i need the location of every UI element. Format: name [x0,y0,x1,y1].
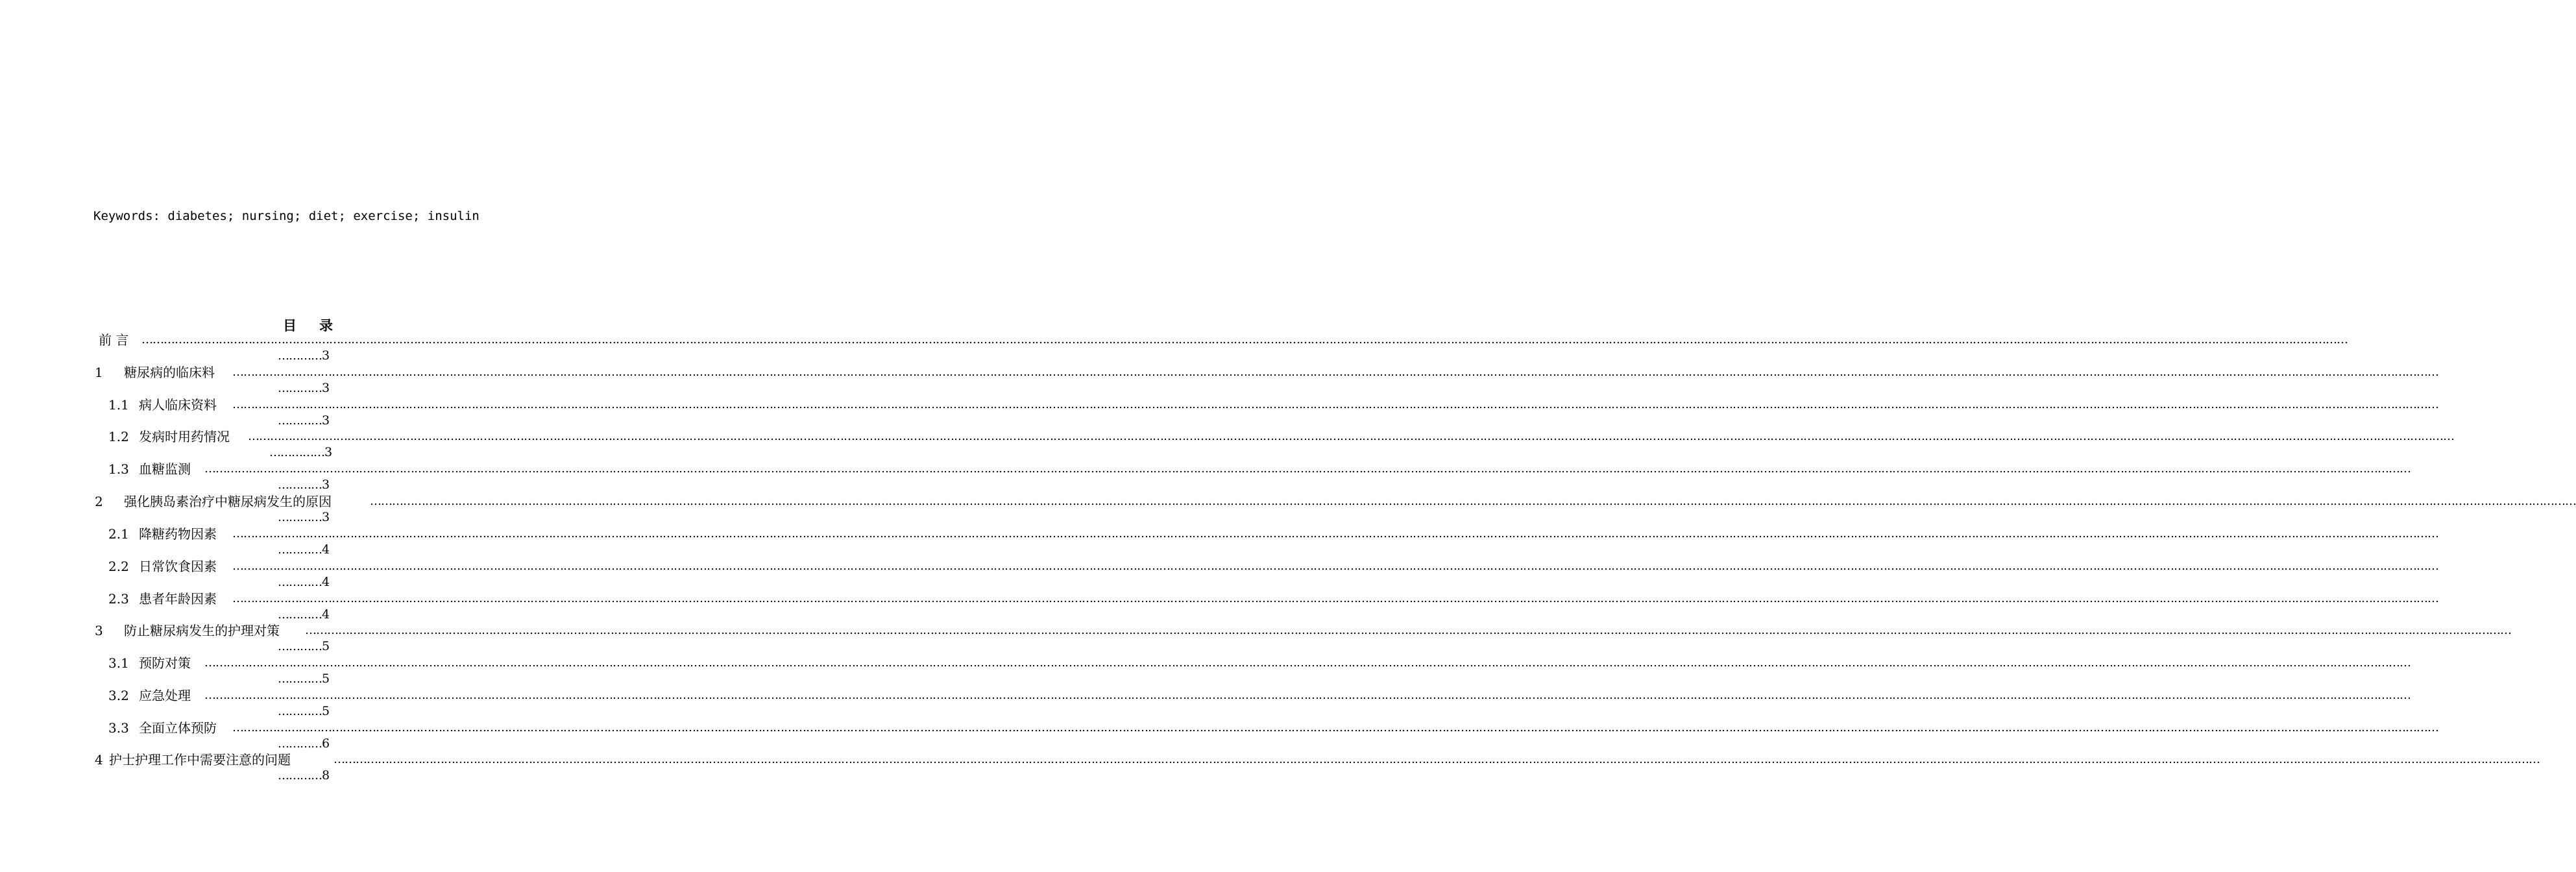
toc-entry-title: 糖尿病的临床料 [124,365,215,380]
toc-entry-title: 全面立体预防 [139,720,217,736]
toc-entry-number: 3.1 [108,655,129,671]
dot-leader: ………… [278,640,322,653]
toc-entry[interactable] [0,590,2438,623]
toc-entry-page-line [278,477,330,492]
dot-leader: …………………………………………………………………………………………………………………………………………………………………………………………………………………………………………………………………………………………………………………………………………………………………………………………………………………………………………………………………………………………………………………………………………………… [204,688,2411,702]
toc-entry[interactable] [0,687,2411,720]
dot-leader: ………… [278,769,322,782]
toc-entry-number: 1.2 [108,429,129,444]
dot-leader: …………………………………………………………………………………………………………………………………………………………………………………………………………………………………………………………………………………………………………………………………………………………………………………………………………………………………………………………………………………………………………………………………………………… [334,753,2540,766]
toc-entry-page: 3 [322,348,330,363]
toc-entry-page-line [278,413,330,428]
toc-entry-title: 日常饮食因素 [139,559,217,574]
toc-entry-page: 5 [322,704,330,718]
toc-entry-number: 4 [95,752,103,768]
dot-leader: ………… [278,705,322,718]
toc-entry-page-line [278,380,330,396]
toc-entry-page-line [278,736,330,751]
toc-entry-title: 降糖药物因素 [139,526,217,542]
dot-leader: …………………………………………………………………………………………………………………………………………………………………………………………………………………………………………………………………………………………………………………………………………………………………………………………………………………………………………………………………………………………………………………………………………………… [141,333,2348,346]
dot-leader: …………………………………………………………………………………………………………………………………………………………………………………………………………………………………………………………………………………………………………………………………………………………………………………………………………………………………………………………………………………………………………………………………………………… [232,592,2438,605]
toc-entry-page: 3 [322,413,330,428]
toc-entry-page: 3 [324,445,333,459]
toc-entry-page: 5 [322,639,330,653]
toc-entry-title: 防止糖尿病发生的护理对策 [124,623,280,638]
dot-leader: …………………………………………………………………………………………………………………………………………………………………………………………………………………………………………………………………………………………………………………………………………………………………………………………………………………………………………………………………………………………………………………………………………………… [232,365,2438,379]
toc-entry[interactable] [0,428,2454,461]
toc-entry-page-line [278,542,330,557]
toc-entry-title: 发病时用药情况 [139,429,230,444]
dot-leader: ………… [278,511,322,524]
toc-entry-page: 4 [322,575,330,589]
toc-entry-title: 应急处理 [139,688,191,703]
toc-entry-number: 2.2 [108,559,129,574]
toc-entry-title: 血糖监测 [139,461,191,477]
toc-entry-number: 2.1 [108,526,129,542]
toc-entry-page: 3 [322,478,330,492]
toc-entry[interactable] [0,461,2411,493]
toc-entry-number: 3.2 [108,688,129,703]
dot-leader: …………………………………………………………………………………………………………………………………………………………………………………………………………………………………………………………………………………………………………………………………………………………………………………………………………………………………………………………………………………………………………………………………………………… [232,398,2438,411]
toc-entry-title: 护士护理工作中需要注意的问题 [109,752,291,768]
toc-entry-number: 2 [95,494,103,509]
toc-entry-page-line [278,348,330,363]
dot-leader: …………………………………………………………………………………………………………………………………………………………………………………………………………………………………………………………………………………………………………………………………………………………………………………………………………………………………………………………………………………………………………………………………………………… [305,624,2511,637]
toc-entry-title: 预防对策 [139,655,191,671]
toc-entry-title: 强化胰岛素治疗中糖尿病发生的原因 [124,494,332,509]
dot-leader: …………………………………………………………………………………………………………………………………………………………………………………………………………………………………………………………………………………………………………………………………………………………………………………………………………………………………………………………………………………………………………………………………………………… [232,721,2438,734]
toc-entry[interactable] [0,720,2438,752]
toc-entry[interactable] [0,332,2348,364]
toc-entry-page: 3 [322,510,330,524]
toc-entry-number: 1.1 [108,397,129,413]
toc-entry-number: 3.3 [108,720,129,736]
toc-entry-page-line [278,703,330,719]
toc-title-left: 目 [283,317,297,333]
toc-entry[interactable] [0,558,2438,590]
toc-entry-number: 3 [95,623,103,638]
toc-entry-page-line [278,768,330,783]
toc-entry[interactable] [0,655,2411,687]
dot-leader: ………… [278,608,322,622]
toc-entry-page-line [278,607,330,622]
toc-entry-page: 8 [322,768,330,782]
toc-entry[interactable] [0,396,2438,429]
toc-entry-title: 病人临床资料 [139,397,217,413]
dot-leader: ………… [278,672,322,686]
dot-leader: ………… [278,478,322,492]
dot-leader: …………………………………………………………………………………………………………………………………………………………………………………………………………………………………………………………………………………………………………………………………………………………………………………………………………………………………………………………………………………………………………………………………………………… [204,656,2411,670]
toc-entry[interactable] [0,622,2511,655]
toc-entry-page: 4 [322,542,330,557]
toc-entry-page: 4 [322,607,330,622]
dot-leader: …………………………………………………………………………………………………………………………………………………………………………………………………………………………………………………………………………………………………………………………………………………………………………………………………………………………………………………………………………………………………………………………………………………… [232,559,2438,573]
toc-entry[interactable] [0,364,2438,396]
dot-leader: ………… [278,575,322,589]
toc-entry-page-line [278,638,330,654]
toc-entry-page: 3 [322,381,330,395]
toc-entry[interactable] [0,526,2438,558]
dot-leader: …………………………………………………………………………………………………………………………………………………………………………………………………………………………………………………………………………………………………………………………………………………………………………………………………………………………………………………………………………………………………………………………………………………… [370,494,2576,508]
dot-leader: ………… [278,737,322,751]
toc-entry-page-line [278,509,330,525]
toc-entry-page-line [278,671,330,686]
toc-entry-number: 1 [95,365,103,380]
dot-leader: …………………………………………………………………………………………………………………………………………………………………………………………………………………………………………………………………………………………………………………………………………………………………………………………………………………………………………………………………………………………………………………………………………………… [248,430,2454,443]
toc-entry-page: 6 [322,736,330,751]
dot-leader: …………………………………………………………………………………………………………………………………………………………………………………………………………………………………………………………………………………………………………………………………………………………………………………………………………………………………………………………………………………………………………………………………………………… [204,462,2411,476]
dot-leader: …………… [269,446,324,459]
keywords-line: Keywords: diabetes; nursing; diet; exercise; insulin [93,209,480,223]
dot-leader: ………… [278,349,322,363]
dot-leader: …………………………………………………………………………………………………………………………………………………………………………………………………………………………………………………………………………………………………………………………………………………………………………………………………………………………………………………………………………………………………………………………………………………… [232,527,2438,540]
toc-entry-page: 5 [322,672,330,686]
toc-entry-page-line [278,574,330,590]
toc-entry-page-line [269,444,332,460]
dot-leader: ………… [278,414,322,428]
toc-entry-title: 患者年龄因素 [139,591,217,607]
toc-entry-number: 1.3 [108,461,129,477]
dot-leader: ………… [278,382,322,395]
toc-entry-number: 2.3 [108,591,129,607]
dot-leader: ………… [278,543,322,557]
toc-entry[interactable] [0,493,2576,526]
toc-entry-title: 前 言 [99,332,129,348]
toc-title-right: 录 [319,317,334,333]
toc-entry[interactable] [0,751,2540,784]
